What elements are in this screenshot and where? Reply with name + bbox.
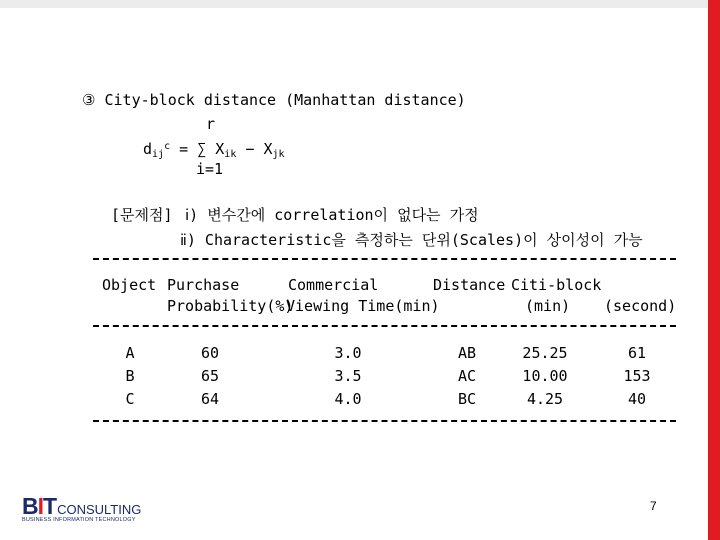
formula-lhs-sup: c [164, 141, 171, 152]
header-purchase: Purchase [167, 276, 240, 294]
header-citiblock: Citi-block [511, 276, 602, 294]
logo-tagline: BUSINESS INFORMATION TECHNOLOGY [22, 517, 136, 523]
header-min: (min) [525, 297, 571, 315]
cell-purchase: 65 [200, 367, 220, 385]
cell-pair: BC [457, 390, 477, 408]
cell-second: 61 [627, 344, 647, 362]
header-viewing: Viewing Time(min) [286, 297, 440, 315]
formula-x2-sub: jk [272, 149, 285, 160]
cell-object: B [125, 367, 135, 385]
formula-x2: X [263, 140, 273, 158]
formula-sigma: ∑ [197, 140, 207, 158]
section-heading: ③ City-block distance (Manhattan distance) [82, 91, 466, 109]
cell-purchase: 60 [200, 344, 220, 362]
header-distance: Distance [433, 276, 506, 294]
page-number: 7 [650, 499, 657, 513]
formula-lhs-sub: ij [152, 149, 165, 160]
problem-item-1: ⅰ) 변수간에 correlation이 없다는 가정 [185, 206, 479, 224]
header-commercial: Commercial [288, 276, 379, 294]
header-second: (second) [604, 297, 677, 315]
logo-consulting: CONSULTING [57, 502, 142, 517]
formula-lhs: d [143, 140, 153, 158]
cell-purchase: 64 [200, 390, 220, 408]
cell-viewing: 4.0 [334, 390, 362, 408]
formula-minus: − [245, 140, 255, 158]
top-border [0, 0, 720, 8]
table-rule-top [93, 258, 676, 260]
formula-lower-limit: i=1 [196, 160, 224, 178]
cell-min: 4.25 [526, 390, 564, 408]
problems-label: [문제점] [111, 206, 173, 224]
formula-equals: = [179, 140, 189, 158]
cell-object: A [125, 344, 135, 362]
problem-item-2: ⅱ) Characteristic을 측정하는 단위(Scales)이 상이성이 가능 [180, 231, 643, 249]
cell-min: 10.00 [522, 367, 568, 385]
cell-pair: AB [457, 344, 477, 362]
cell-second: 153 [623, 367, 651, 385]
header-probability: Probability(%) [167, 297, 294, 315]
table-rule-bottom [93, 420, 676, 422]
table-rule-middle [93, 325, 676, 327]
logo-bit: BIT [22, 493, 57, 519]
formula-upper-limit: r [206, 115, 216, 133]
cell-object: C [125, 390, 135, 408]
accent-bar [708, 0, 720, 540]
cell-second: 40 [627, 390, 647, 408]
header-object: Object [102, 276, 157, 294]
formula-x1-sub: ik [224, 149, 237, 160]
formula-x1: X [215, 140, 225, 158]
cell-viewing: 3.5 [334, 367, 362, 385]
cell-pair: AC [457, 367, 477, 385]
bit-consulting-logo [22, 493, 142, 523]
cell-min: 25.25 [522, 344, 568, 362]
cell-viewing: 3.0 [334, 344, 362, 362]
